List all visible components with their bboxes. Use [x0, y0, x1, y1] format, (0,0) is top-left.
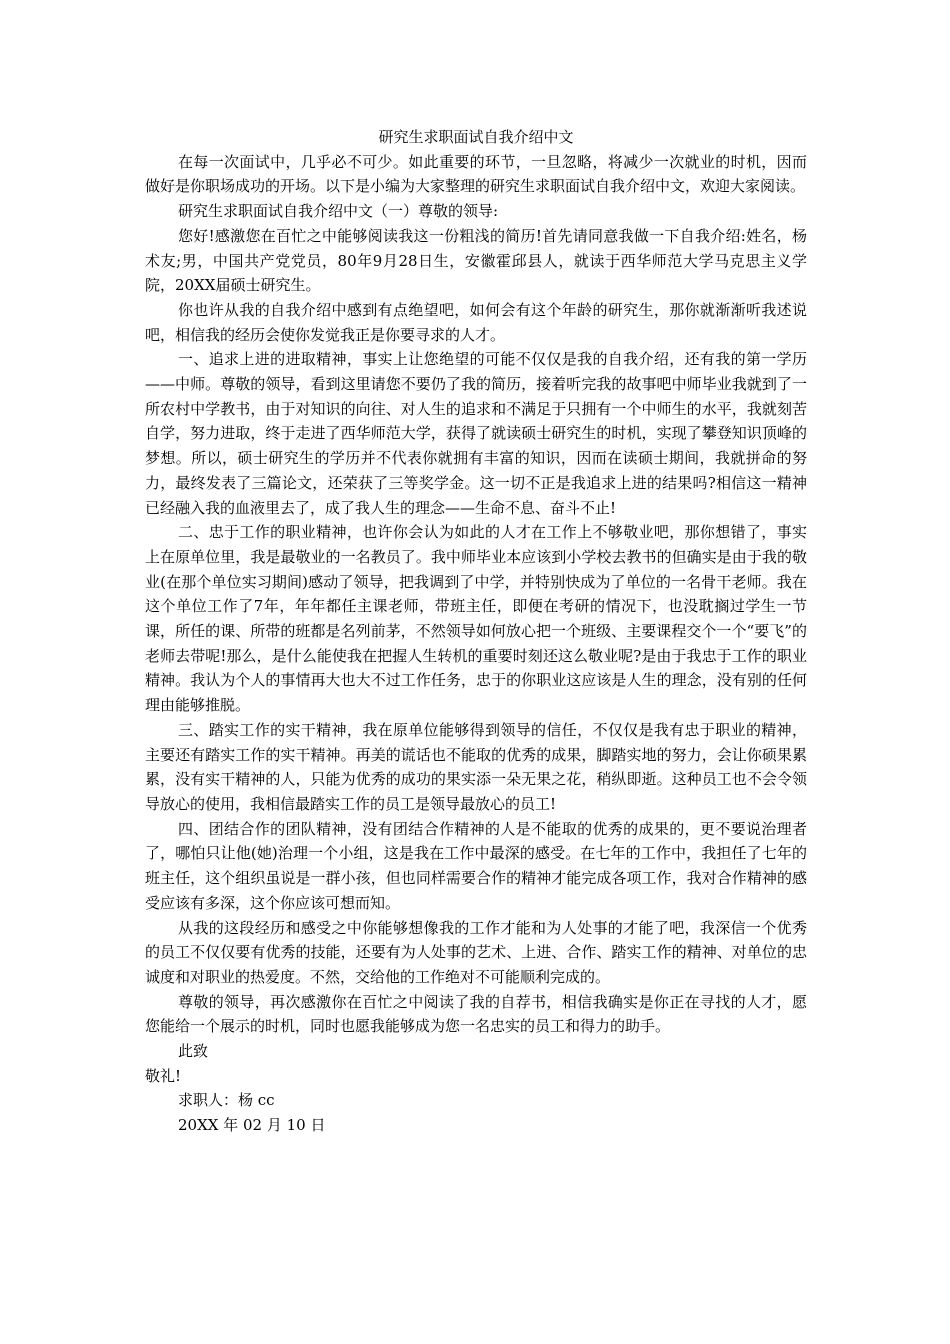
body-paragraph: 你也许从我的自我介绍中感到有点绝望吧，如何会有这个年龄的研究生，那你就渐渐听我述说吧，相信我的经历会使你发觉我正是你要寻求的人才。	[145, 300, 807, 344]
body-paragraph: 从我的这段经历和感受之中你能够想像我的工作才能和为人处事的才能了吧，我深信一个优秀的员工不仅仅要有优秀的技能，还要有为人处事的艺术、上进、合作、踏实工作的精神、对单位的忠诚度和对职业的热爱度。不然，交给他的工作绝对不可能顺利完成的。	[145, 918, 807, 986]
document-page	[145, 125, 807, 1138]
body-paragraph: 一、追求上进的进取精神，事实上让您绝望的可能不仅仅是我的自我介绍，还有我的第一学历——中师。尊敬的领导，看到这里请您不要仍了我的简历，接着听完我的故事吧中师毕业我就到了一所农村中学教书，由于对知识的向往、对人生的追求和不满足于只拥有一个中师生的水平，我就刻苦自学，努力进取，终于走进了西华师范大学，获得了就读硕士研究生的时机，实现了攀登知识顶峰的梦想。所以，硕士研究生的学历并不代表你就拥有丰富的知识，因而在读硕士期间，我就拼命的努力，最终发表了三篇论文，还荣获了三等奖学金。这一切不正是我追求上进的结果吗?相信这一精神已经融入我的血液里去了，成了我人生的理念——生命不息、奋斗不止!	[145, 350, 807, 517]
intro-paragraph: 在每一次面试中，几乎必不可少。如此重要的环节，一旦忽略，将减少一次就业的时机，因而做好是你职场成功的开场。以下是小编为大家整理的研究生求职面试自我介绍中文，欢迎大家阅读。	[145, 152, 807, 196]
document-title: 研究生求职面试自我介绍中文	[378, 128, 574, 146]
section-heading: 研究生求职面试自我介绍中文（一）尊敬的领导:	[178, 202, 499, 221]
body-paragraph: 三、踏实工作的实干精神，我在原单位能够得到领导的信任，不仅仅是我有忠于职业的精神，主要还有踏实工作的实干精神。再美的谎话也不能取的优秀的成果，脚踏实地的努力，会让你硕果累累，没有实干精神的人，只能为优秀的成功的果实添一朵无果之花，稍纵即逝。这种员工也不会令领导放心的使用，我相信最踏实工作的员工是领导最放心的员工!	[145, 720, 807, 813]
greeting-paragraph: 您好!感激您在百忙之中能够阅读我这一份粗浅的简历!首先请同意我做一下自我介绍:姓名，杨术友;男，中国共产党党员，80年9月28日生，安徽霍邱县人，就读于西华师范大学马克思主义学院，20XX届硕士研究生。	[145, 226, 807, 295]
body-paragraph: 四、团结合作的团队精神，没有团结合作精神的人是不能取的优秀的成果的，更不要说治理者了，哪怕只让他(她)治理一个小组，这是我在工作中最深的感受。在七年的工作中，我担任了七年的班主任，这个组织虽说是一群小孩，但也同样需要合作的精神才能完成各项工作，我对合作精神的感受应该有多深，这个你应该可想而知。	[145, 819, 807, 912]
salutation: 敬礼!	[145, 1066, 182, 1085]
closing-phrase: 此致	[178, 1042, 209, 1061]
body-paragraph: 二、忠于工作的职业精神，也许你会认为如此的人才在工作上不够敬业吧，那你想错了，事实上在原单位里，我是最敬业的一名教员了。我中师毕业本应该到小学校去教书的但确实是由于我的敬业(在那个单位实习期间)感动了领导，把我调到了中学，并特别快成为了单位的一名骨干老师。我在这个单位工作了7年，年年都任主课老师，带班主任，即便在考研的情况下，也没耽搁过学生一节课，所任的课、所带的班都是名列前茅，不然领导如何放心把一个班级、主要课程交个一个“要飞”的老师去带呢!那么，是什么能使我在把握人生转机的重要时刻还这么敬业呢?是由于我忠于工作的职业精神。我认为个人的事情再大也大不过工作任务，忠于的你职业这应该是人生的理念，没有别的任何理由能够推脱。	[145, 523, 807, 715]
letter-date: 20XX 年 02 月 10 日	[178, 1116, 326, 1135]
signature: 求职人：杨 cc	[178, 1091, 275, 1110]
closing-paragraph: 尊敬的领导，再次感激你在百忙之中阅读了我的自荐书，相信我确实是你正在寻找的人才，愿您能给一个展示的时机，同时也愿我能够成为您一名忠实的员工和得力的助手。	[145, 992, 807, 1036]
